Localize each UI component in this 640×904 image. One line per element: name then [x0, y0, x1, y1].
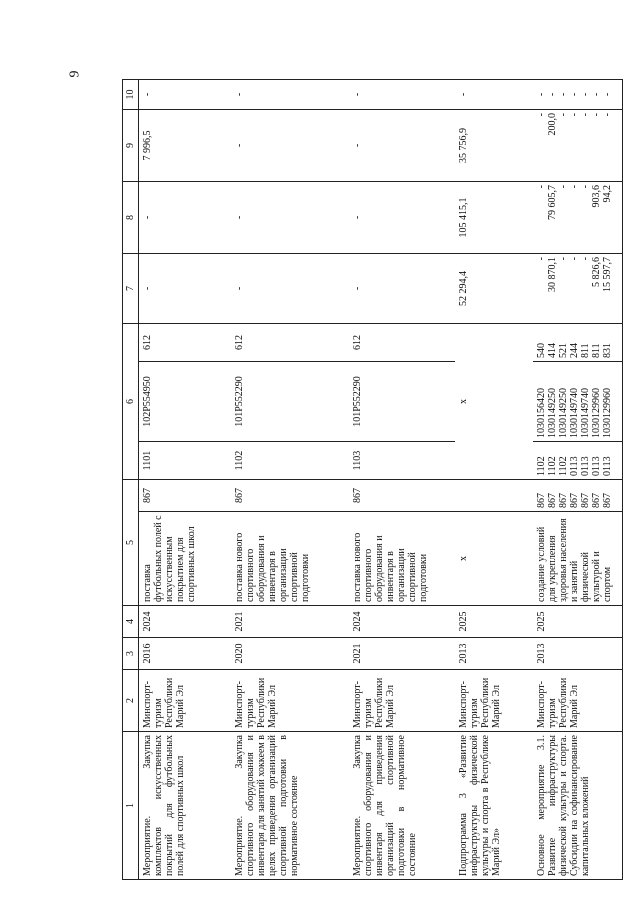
value-col8-list: [533, 182, 623, 254]
value-col7: -: [139, 254, 231, 324]
grbs-code: 867: [349, 480, 455, 512]
value-col10: -: [557, 92, 569, 97]
grbs-code: 867: [590, 493, 602, 508]
expected-result: поставка нового спортивного оборудования и инвентаря в организации спортивной подготовки: [349, 512, 455, 606]
expected-result: х: [455, 512, 533, 606]
table-row: [349, 80, 455, 880]
rotated-page: [122, 80, 612, 880]
vr-code: 811: [590, 343, 602, 358]
vr-code-list: [533, 324, 623, 362]
csr-code: 1030129960: [601, 388, 613, 438]
col-header-6: 6: [123, 324, 139, 480]
vr-code: 414: [546, 343, 558, 358]
value-col7: 15 597,7: [601, 257, 613, 292]
grbs-code: 867: [231, 480, 349, 512]
value-col7-list: [533, 254, 623, 324]
end-year: 2025: [455, 606, 533, 638]
value-col9-list: [533, 110, 623, 182]
value-col7: 30 870,1: [546, 257, 558, 292]
value-col8: -: [579, 185, 591, 189]
value-col9: 35 756,9: [455, 110, 533, 182]
responsible-executor: Минспорт-туризм Республики Марий Эл: [231, 670, 349, 732]
start-year: 2021: [349, 638, 455, 670]
value-col10: -: [349, 80, 455, 110]
budget-table: [122, 79, 623, 880]
value-col8: -: [535, 185, 547, 189]
value-col10: -: [231, 80, 349, 110]
rzpr-code: 0113: [601, 456, 613, 476]
vr-code: 811: [579, 343, 591, 358]
table-row: [139, 80, 231, 880]
csr-code-list: [533, 362, 623, 442]
value-col9: 7 996,5: [139, 110, 231, 182]
rzpr-code: 1102: [535, 456, 547, 476]
rzpr-code-list: [533, 442, 623, 480]
grbs-code: 867: [568, 493, 580, 508]
vr-code: 540: [535, 343, 547, 358]
rzpr-code: 1102: [557, 456, 569, 476]
csr-code: 1030149740: [568, 388, 580, 438]
end-year: 2025: [533, 606, 623, 638]
value-col8: 94,2: [601, 185, 613, 203]
row-title: Мероприятие. Закупка комплектов искусственных покрытий для футбольных полей для спортивных школ: [139, 732, 231, 880]
csr-code: 1030156420: [535, 388, 547, 438]
vr-code: 612: [139, 324, 231, 362]
value-col9: -: [535, 113, 547, 117]
grbs-code: 867: [601, 493, 613, 508]
responsible-executor: Минспорт-туризм Республики Марий Эл: [139, 670, 231, 732]
vr-code: 831: [601, 343, 613, 358]
start-year: 2013: [533, 638, 623, 670]
start-year: 2013: [455, 638, 533, 670]
csr-code: 102Р554950: [139, 362, 231, 442]
value-col7: -: [579, 257, 591, 261]
value-col9: -: [601, 113, 613, 117]
value-col7: 52 294,4: [455, 254, 533, 324]
value-col8: -: [139, 182, 231, 254]
value-col10: -: [546, 92, 558, 97]
csr-code: 101Р552290: [349, 362, 455, 442]
rzpr-code: 1101: [139, 442, 231, 480]
row-title: Основное мероприятие 3.1. Развитие инфраструктуры физической культуры и спорта. Субсидии на софинансирование капитальных вложений: [533, 732, 623, 880]
row-title: Подпрограмма 3 «Развитие инфраструктуры физической культуры и спорта в Республике Марий Эл»: [455, 732, 533, 880]
col-header-8: 8: [123, 182, 139, 254]
row-title: Мероприятие. Закупка спортивного оборудования и инвентаря для приведения организаций спортивной подготовки в нормативное состояние: [349, 732, 455, 880]
value-col9: -: [231, 110, 349, 182]
col-header-4: 4: [123, 606, 139, 638]
value-col7: -: [535, 257, 547, 261]
value-col7: -: [231, 254, 349, 324]
value-col10: -: [535, 92, 547, 97]
value-col10: -: [579, 92, 591, 97]
end-year: 2024: [349, 606, 455, 638]
rzpr-code: 1102: [546, 456, 558, 476]
vr-code: 612: [349, 324, 455, 362]
rzpr-code: 1103: [349, 442, 455, 480]
value-col8: -: [349, 182, 455, 254]
value-col8: 79 605,7: [546, 185, 558, 220]
vr-code: 244: [568, 343, 580, 358]
csr-code: 1030149250: [557, 388, 569, 438]
table-row: [231, 80, 349, 880]
col-header-5: 5: [123, 480, 139, 606]
value-col8: -: [557, 185, 569, 189]
grbs-code: 867: [546, 493, 558, 508]
col-header-7: 7: [123, 254, 139, 324]
value-col7: -: [557, 257, 569, 261]
value-col7: -: [568, 257, 580, 261]
value-col10: -: [590, 92, 602, 97]
rzpr-code: 0113: [568, 456, 580, 476]
vr-code: 612: [231, 324, 349, 362]
rzpr-code: 0113: [579, 456, 591, 476]
end-year: 2021: [231, 606, 349, 638]
responsible-executor: Минспорт-туризм Республики Марий Эл: [455, 670, 533, 732]
value-col7: 5 826,6: [590, 257, 602, 287]
csr-code: 101Р552290: [231, 362, 349, 442]
value-col9: -: [349, 110, 455, 182]
table-row: [455, 80, 533, 880]
value-col10-list: [533, 80, 623, 110]
csr-code: 1030149250: [546, 388, 558, 438]
end-year: 2024: [139, 606, 231, 638]
value-col9: -: [579, 113, 591, 117]
value-col9: 200,0: [546, 113, 558, 136]
row-title: Мероприятие. Закупка спортивного оборудования и инвентаря для занятий хоккеем в целях приведения организаций спортивной подготовки в нормативное состояние: [231, 732, 349, 880]
budget-code-x: х: [455, 324, 533, 480]
grbs-code: 867: [139, 480, 231, 512]
value-col7: -: [349, 254, 455, 324]
vr-code: 521: [557, 343, 569, 358]
value-col10: -: [139, 80, 231, 110]
value-col8: 105 415,1: [455, 182, 533, 254]
responsible-executor: Минспорт-туризм Республики Марий Эл: [349, 670, 455, 732]
grbs-code: 867: [535, 493, 547, 508]
col-header-3: 3: [123, 638, 139, 670]
rzpr-code: 1102: [231, 442, 349, 480]
col-header-10: 10: [123, 80, 139, 110]
value-col9: -: [590, 113, 602, 117]
value-col10: -: [455, 80, 533, 110]
table-row: [533, 80, 623, 880]
rzpr-code: 0113: [590, 456, 602, 476]
value-col10: -: [601, 92, 613, 97]
responsible-executor: Минспорт-туризм Республики Марий Эл: [533, 670, 623, 732]
grbs-code-list: [533, 480, 623, 512]
header-row: [123, 80, 139, 880]
page-number: 9: [67, 70, 83, 78]
value-col9: -: [557, 113, 569, 117]
grbs-code: 867: [557, 493, 569, 508]
expected-result: поставка нового спортивного оборудования и инвентаря в организации спортивной подготовки: [231, 512, 349, 606]
col-header-9: 9: [123, 110, 139, 182]
col-header-2: 2: [123, 670, 139, 732]
start-year: 2016: [139, 638, 231, 670]
value-col10: -: [568, 92, 580, 97]
start-year: 2020: [231, 638, 349, 670]
value-col8: -: [231, 182, 349, 254]
col-header-1: 1: [123, 732, 139, 880]
value-col8: -: [568, 185, 580, 189]
value-col9: -: [568, 113, 580, 117]
grbs-code: 867: [579, 493, 591, 508]
expected-result: поставка футбольных полей с искусственным покрытием для спортивных школ: [139, 512, 231, 606]
csr-code: 1030129960: [590, 388, 602, 438]
value-col8: 903,6: [590, 185, 602, 208]
csr-code: 1030149740: [579, 388, 591, 438]
expected-result: создание условий для укрепления здоровья населения и занятий физической культурой и спортом: [533, 512, 623, 606]
